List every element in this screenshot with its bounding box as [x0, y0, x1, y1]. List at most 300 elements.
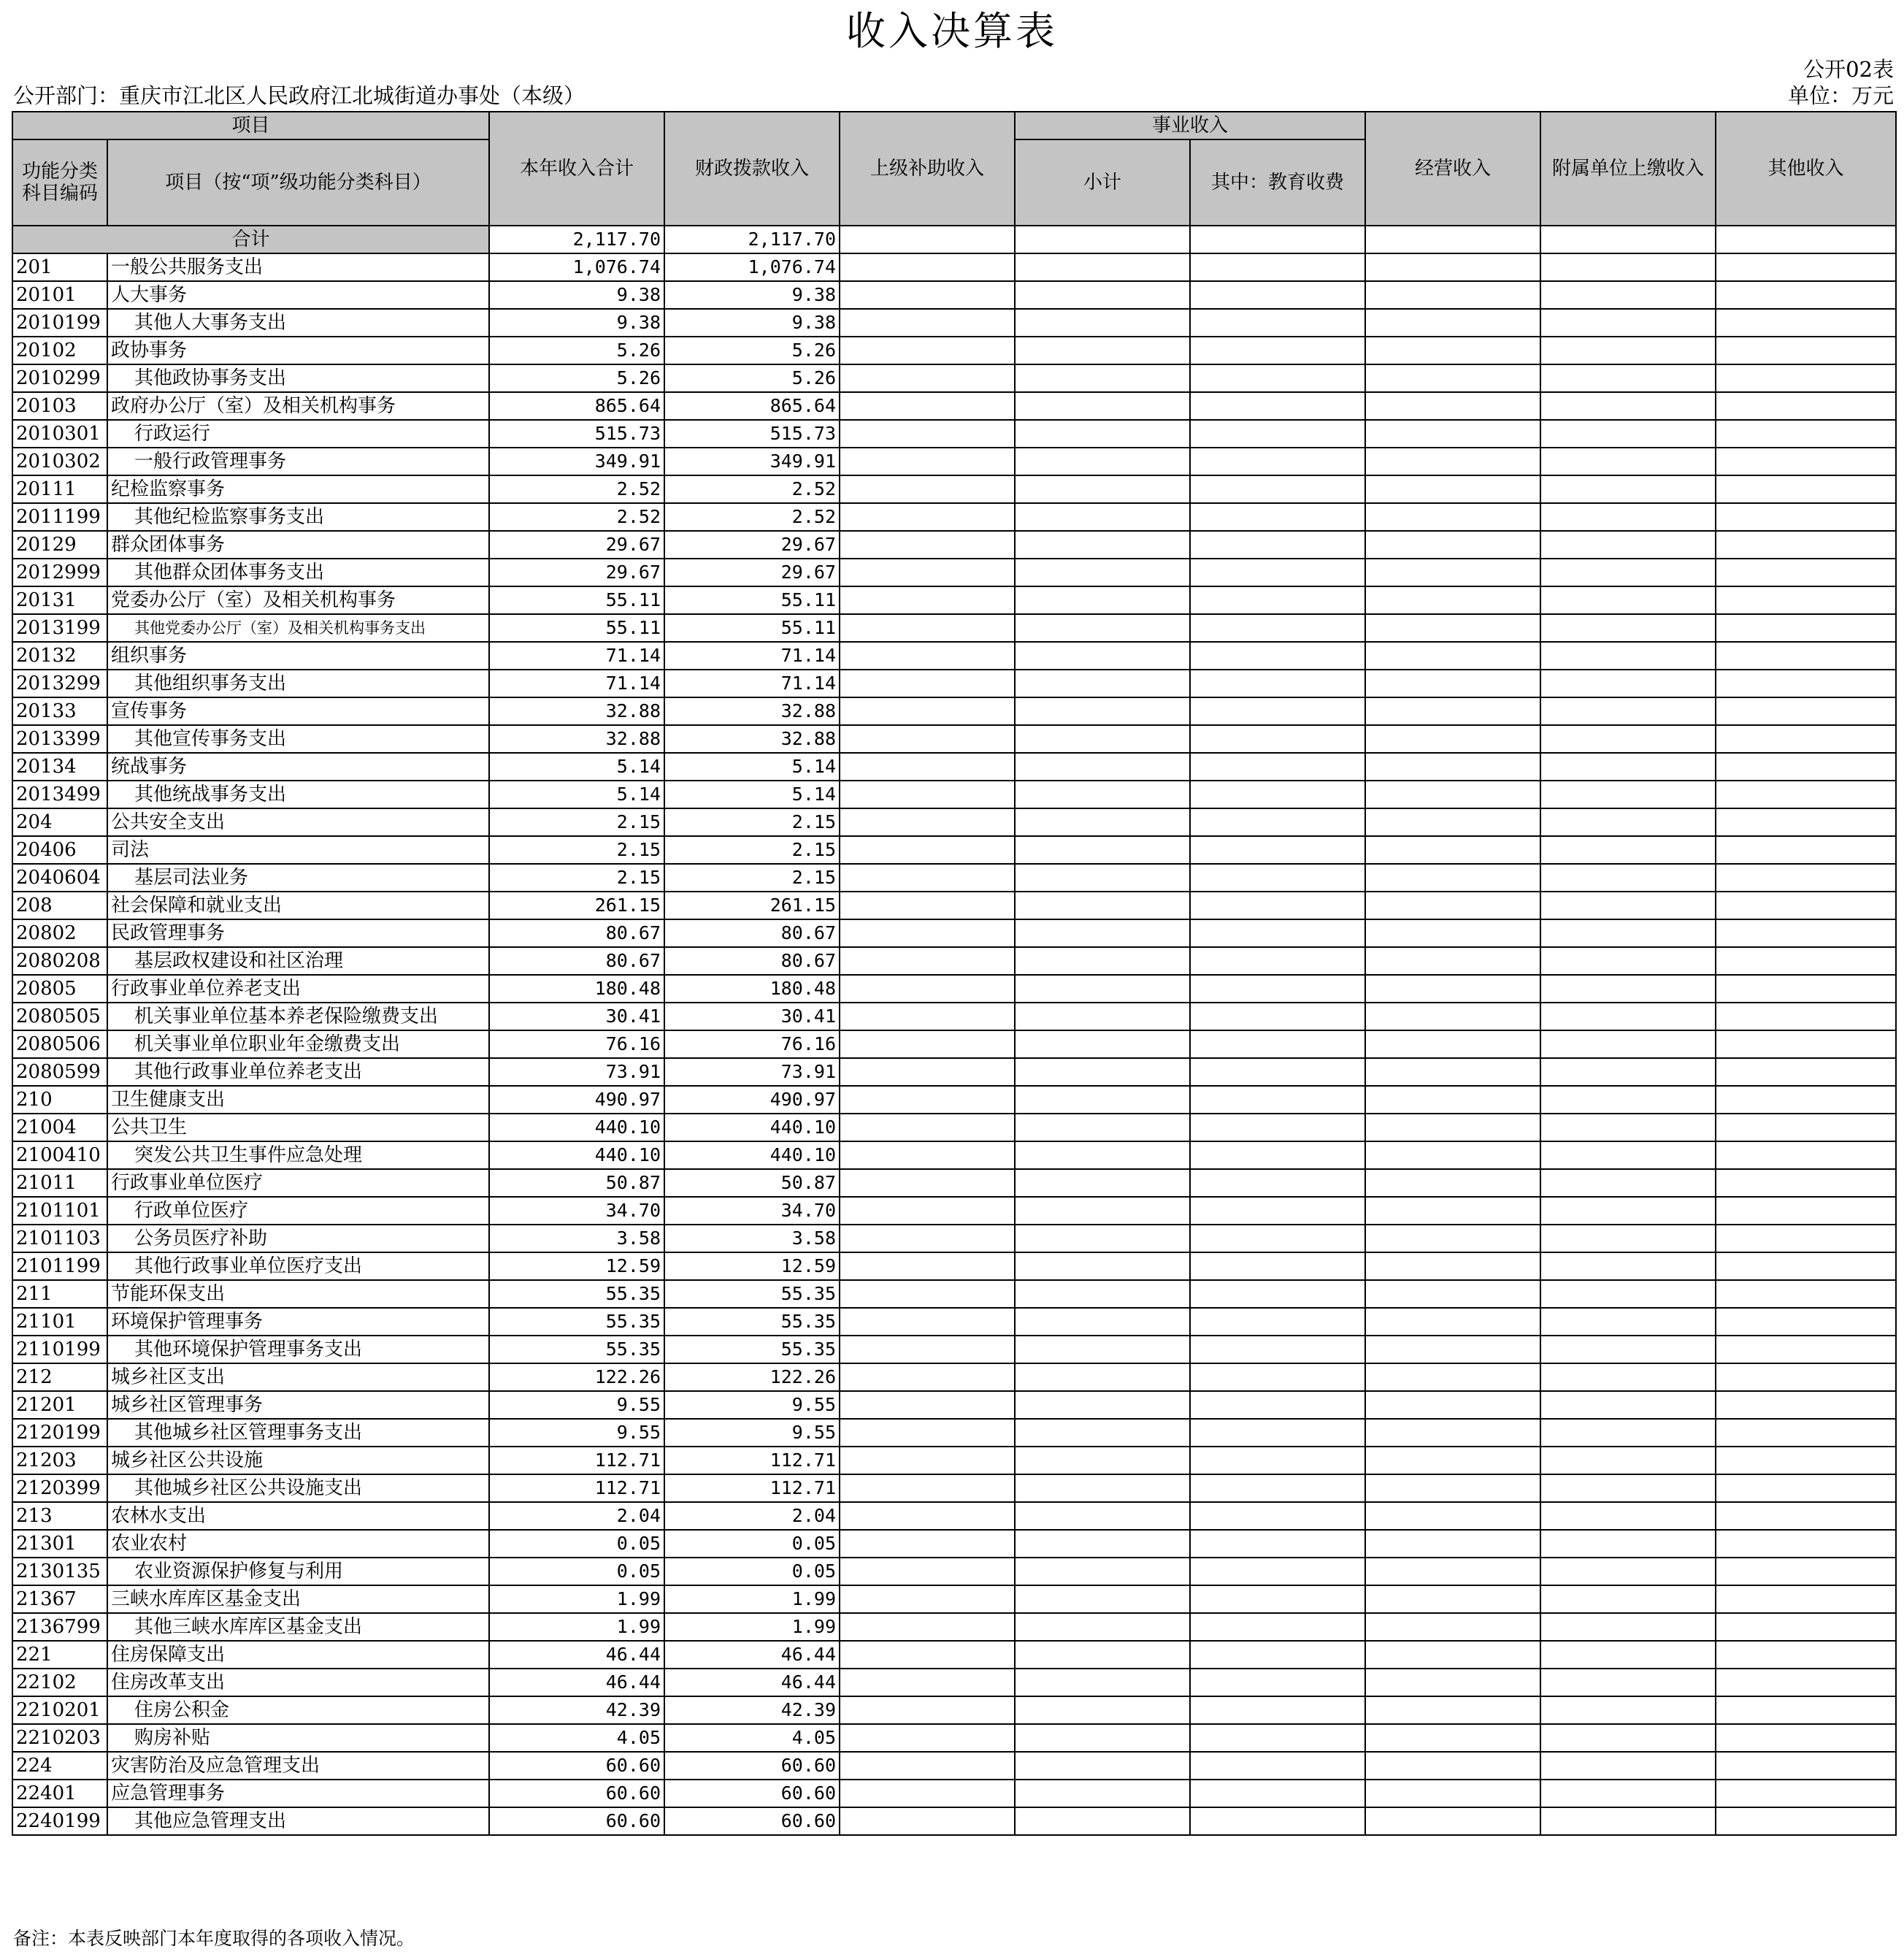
total-income-cell: 9.38	[489, 309, 664, 337]
empty-cell	[1540, 864, 1716, 892]
item-name-cell: 一般公共服务支出	[107, 253, 489, 281]
empty-cell	[1716, 586, 1896, 614]
table-row	[12, 1308, 1896, 1336]
item-name-cell: 三峡水库库区基金支出	[107, 1585, 489, 1613]
fiscal-income-cell: 0.05	[664, 1530, 840, 1558]
empty-cell	[1540, 309, 1716, 337]
total-income-cell: 12.59	[489, 1252, 664, 1280]
empty-cell	[1190, 448, 1365, 475]
empty-cell	[1015, 1280, 1190, 1308]
table-row	[12, 725, 1896, 753]
table-row	[12, 1696, 1896, 1724]
total-income-cell: 9.38	[489, 281, 664, 309]
total-income-cell: 2.52	[489, 503, 664, 531]
header-other-income: 其他收入	[1716, 112, 1896, 226]
fiscal-income-cell: 2.52	[664, 475, 840, 503]
empty-cell	[1015, 697, 1190, 725]
total-income-cell: 440.10	[489, 1114, 664, 1141]
empty-cell	[1190, 1058, 1365, 1086]
empty-cell	[1540, 1308, 1716, 1336]
empty-cell	[1190, 1336, 1365, 1363]
empty-cell	[1716, 503, 1896, 531]
empty-cell	[1540, 1336, 1716, 1363]
empty-cell	[840, 1419, 1015, 1447]
empty-cell	[1716, 919, 1896, 947]
empty-cell	[1365, 1530, 1540, 1558]
empty-cell	[1716, 1530, 1896, 1558]
empty-cell	[1015, 1308, 1190, 1336]
empty-cell	[1015, 614, 1190, 642]
empty-cell	[1365, 1003, 1540, 1030]
empty-cell	[1540, 670, 1716, 697]
empty-cell	[1365, 808, 1540, 836]
table-row	[12, 642, 1896, 670]
empty-cell	[1015, 919, 1190, 947]
table-row	[12, 531, 1896, 559]
empty-cell	[840, 531, 1015, 559]
empty-cell	[1716, 226, 1896, 253]
total-income-cell: 55.35	[489, 1336, 664, 1363]
empty-cell	[1365, 1141, 1540, 1169]
empty-cell	[1716, 1558, 1896, 1585]
table-row	[12, 1530, 1896, 1558]
code-cell: 2240199	[12, 1807, 107, 1835]
empty-cell	[1365, 281, 1540, 309]
empty-cell	[1190, 1114, 1365, 1141]
empty-cell	[1190, 1641, 1365, 1669]
table-row	[12, 1169, 1896, 1197]
empty-cell	[840, 1585, 1015, 1613]
table-row	[12, 697, 1896, 725]
empty-cell	[1365, 1169, 1540, 1197]
empty-cell	[1365, 1613, 1540, 1641]
empty-cell	[1540, 364, 1716, 392]
empty-cell	[840, 864, 1015, 892]
empty-cell	[1190, 1447, 1365, 1474]
empty-cell	[840, 1058, 1015, 1086]
total-income-cell: 261.15	[489, 892, 664, 919]
table-row	[12, 1114, 1896, 1141]
code-cell: 20103	[12, 392, 107, 420]
item-name-cell: 纪检监察事务	[107, 475, 489, 503]
fiscal-income-cell: 9.38	[664, 281, 840, 309]
item-name-cell: 节能环保支出	[107, 1280, 489, 1308]
empty-cell	[1716, 531, 1896, 559]
empty-cell	[1190, 1252, 1365, 1280]
empty-cell	[1365, 226, 1540, 253]
empty-cell	[1540, 586, 1716, 614]
total-income-cell: 349.91	[489, 448, 664, 475]
code-cell: 2013499	[12, 781, 107, 808]
empty-cell	[1716, 947, 1896, 975]
fiscal-income-cell: 60.60	[664, 1780, 840, 1807]
table-row	[12, 1447, 1896, 1474]
empty-cell	[1716, 1336, 1896, 1363]
empty-cell	[840, 1391, 1015, 1419]
total-income-cell: 32.88	[489, 697, 664, 725]
total-income-cell: 112.71	[489, 1447, 664, 1474]
empty-cell	[1365, 586, 1540, 614]
empty-cell	[1716, 670, 1896, 697]
empty-cell	[1190, 1225, 1365, 1252]
header-superior-subsidy: 上级补助收入	[840, 112, 1015, 226]
total-income-cell: 180.48	[489, 975, 664, 1003]
empty-cell	[840, 337, 1015, 364]
empty-cell	[1365, 1752, 1540, 1780]
empty-cell	[1015, 531, 1190, 559]
empty-cell	[1015, 1030, 1190, 1058]
total-income-cell: 46.44	[489, 1669, 664, 1696]
fiscal-income-cell: 4.05	[664, 1724, 840, 1752]
empty-cell	[1365, 975, 1540, 1003]
empty-cell	[1716, 1696, 1896, 1724]
empty-cell	[1716, 281, 1896, 309]
empty-cell	[840, 559, 1015, 586]
item-name-cell: 其他党委办公厅（室）及相关机构事务支出	[107, 614, 489, 642]
empty-cell	[1015, 1530, 1190, 1558]
code-cell: 2101101	[12, 1197, 107, 1225]
total-income-cell: 1.99	[489, 1585, 664, 1613]
fiscal-income-cell: 12.59	[664, 1252, 840, 1280]
fiscal-income-cell: 0.05	[664, 1558, 840, 1585]
empty-cell	[1716, 781, 1896, 808]
total-income-cell: 2.52	[489, 475, 664, 503]
empty-cell	[1540, 808, 1716, 836]
empty-cell	[840, 642, 1015, 670]
empty-cell	[1365, 1363, 1540, 1391]
item-name-cell: 突发公共卫生事件应急处理	[107, 1141, 489, 1169]
item-name-cell: 行政事业单位医疗	[107, 1169, 489, 1197]
empty-cell	[1015, 281, 1190, 309]
empty-cell	[1015, 725, 1190, 753]
empty-cell	[1365, 448, 1540, 475]
table-row	[12, 1086, 1896, 1114]
table-row	[12, 1613, 1896, 1641]
empty-cell	[1540, 1169, 1716, 1197]
code-cell: 2013199	[12, 614, 107, 642]
item-name-cell: 灾害防治及应急管理支出	[107, 1752, 489, 1780]
fiscal-income-cell: 55.11	[664, 614, 840, 642]
empty-cell	[840, 1752, 1015, 1780]
fiscal-income-cell: 1,076.74	[664, 253, 840, 281]
header-code: 功能分类科目编码	[12, 139, 107, 226]
empty-cell	[1716, 975, 1896, 1003]
item-name-cell: 其他纪检监察事务支出	[107, 503, 489, 531]
empty-cell	[1716, 642, 1896, 670]
empty-cell	[1015, 1613, 1190, 1641]
empty-cell	[1015, 753, 1190, 781]
empty-cell	[1015, 475, 1190, 503]
total-income-cell: 29.67	[489, 559, 664, 586]
empty-cell	[1365, 364, 1540, 392]
empty-cell	[1540, 614, 1716, 642]
empty-cell	[1015, 1641, 1190, 1669]
empty-cell	[840, 1086, 1015, 1114]
empty-cell	[1190, 1086, 1365, 1114]
empty-cell	[840, 392, 1015, 420]
empty-cell	[1015, 586, 1190, 614]
empty-cell	[840, 503, 1015, 531]
empty-cell	[1365, 309, 1540, 337]
empty-cell	[1540, 392, 1716, 420]
empty-cell	[1365, 253, 1540, 281]
fiscal-income-cell: 2.15	[664, 836, 840, 864]
empty-cell	[1190, 1502, 1365, 1530]
item-name-cell: 人大事务	[107, 281, 489, 309]
fiscal-income-cell: 440.10	[664, 1114, 840, 1141]
fiscal-income-cell: 55.35	[664, 1308, 840, 1336]
table-row	[12, 1724, 1896, 1752]
department-label: 公开部门：重庆市江北区人民政府江北城街道办事处（本级）	[13, 83, 586, 108]
empty-cell	[1716, 725, 1896, 753]
empty-cell	[1190, 1391, 1365, 1419]
empty-cell	[1540, 947, 1716, 975]
fiscal-income-cell: 490.97	[664, 1086, 840, 1114]
empty-cell	[1365, 1474, 1540, 1502]
empty-cell	[1015, 642, 1190, 670]
empty-cell	[1015, 947, 1190, 975]
table-row	[12, 1585, 1896, 1613]
table-row	[12, 808, 1896, 836]
empty-cell	[1190, 503, 1365, 531]
item-name-cell: 住房公积金	[107, 1696, 489, 1724]
empty-cell	[1365, 1308, 1540, 1336]
empty-cell	[840, 753, 1015, 781]
empty-cell	[840, 1807, 1015, 1835]
code-cell: 2010199	[12, 309, 107, 337]
empty-cell	[1716, 753, 1896, 781]
empty-cell	[1716, 337, 1896, 364]
empty-cell	[1540, 753, 1716, 781]
empty-cell	[1015, 309, 1190, 337]
table-row	[12, 475, 1896, 503]
empty-cell	[1365, 1696, 1540, 1724]
table-row	[12, 919, 1896, 947]
empty-cell	[840, 1474, 1015, 1502]
empty-cell	[1015, 1336, 1190, 1363]
empty-cell	[1015, 253, 1190, 281]
empty-cell	[1540, 531, 1716, 559]
empty-cell	[1190, 253, 1365, 281]
empty-cell	[1365, 1225, 1540, 1252]
item-name-cell: 行政运行	[107, 420, 489, 448]
fiscal-income-cell: 29.67	[664, 559, 840, 586]
empty-cell	[1716, 1447, 1896, 1474]
code-cell: 2040604	[12, 864, 107, 892]
empty-cell	[1716, 697, 1896, 725]
empty-cell	[1716, 1502, 1896, 1530]
empty-cell	[1190, 1724, 1365, 1752]
item-name-cell: 购房补贴	[107, 1724, 489, 1752]
code-cell: 208	[12, 892, 107, 919]
table-row	[12, 1280, 1896, 1308]
empty-cell	[1540, 1724, 1716, 1752]
empty-cell	[1540, 1502, 1716, 1530]
empty-cell	[1540, 1474, 1716, 1502]
empty-cell	[1716, 1641, 1896, 1669]
empty-cell	[1015, 1252, 1190, 1280]
table-row	[12, 975, 1896, 1003]
empty-cell	[1365, 503, 1540, 531]
fiscal-income-cell: 32.88	[664, 725, 840, 753]
fiscal-income-cell: 9.55	[664, 1391, 840, 1419]
empty-cell	[840, 725, 1015, 753]
page-title: 收入决算表	[846, 8, 1058, 54]
empty-cell	[1365, 1391, 1540, 1419]
empty-cell	[840, 836, 1015, 864]
total-income-cell: 71.14	[489, 642, 664, 670]
empty-cell	[1190, 1197, 1365, 1225]
table-row	[12, 586, 1896, 614]
total-income-cell: 865.64	[489, 392, 664, 420]
empty-cell	[1365, 1502, 1540, 1530]
empty-cell	[1365, 1030, 1540, 1058]
empty-cell	[1365, 670, 1540, 697]
empty-cell	[1716, 1197, 1896, 1225]
table-row	[12, 892, 1896, 919]
item-name-cell: 基层司法业务	[107, 864, 489, 892]
fiscal-income-cell: 73.91	[664, 1058, 840, 1086]
empty-cell	[1540, 1003, 1716, 1030]
total-income-cell: 5.26	[489, 364, 664, 392]
code-cell: 221	[12, 1641, 107, 1669]
total-income-cell: 0.05	[489, 1530, 664, 1558]
total-income-cell: 9.55	[489, 1391, 664, 1419]
code-cell: 20805	[12, 975, 107, 1003]
item-name-cell: 群众团体事务	[107, 531, 489, 559]
empty-cell	[1015, 864, 1190, 892]
empty-cell	[1716, 1030, 1896, 1058]
fiscal-income-cell: 42.39	[664, 1696, 840, 1724]
code-cell: 20129	[12, 531, 107, 559]
empty-cell	[1716, 1225, 1896, 1252]
code-cell: 2210203	[12, 1724, 107, 1752]
code-cell: 2080599	[12, 1058, 107, 1086]
empty-cell	[1015, 1141, 1190, 1169]
header-career-income: 事业收入	[1015, 112, 1365, 139]
empty-cell	[1540, 503, 1716, 531]
empty-cell	[1365, 337, 1540, 364]
item-name-cell: 公共卫生	[107, 1114, 489, 1141]
total-income-cell: 5.26	[489, 337, 664, 364]
total-income-cell: 30.41	[489, 1003, 664, 1030]
empty-cell	[1716, 1724, 1896, 1752]
item-name-cell: 行政事业单位养老支出	[107, 975, 489, 1003]
fiscal-income-cell: 261.15	[664, 892, 840, 919]
empty-cell	[1015, 1696, 1190, 1724]
empty-cell	[1716, 448, 1896, 475]
empty-cell	[1540, 337, 1716, 364]
empty-cell	[1015, 364, 1190, 392]
total-income-cell: 32.88	[489, 725, 664, 753]
item-name-cell: 公务员医疗补助	[107, 1225, 489, 1252]
empty-cell	[1540, 1447, 1716, 1474]
empty-cell	[1716, 1363, 1896, 1391]
item-name-cell: 政府办公厅（室）及相关机构事务	[107, 392, 489, 420]
item-name-cell: 党委办公厅（室）及相关机构事务	[107, 586, 489, 614]
empty-cell	[1015, 420, 1190, 448]
empty-cell	[1540, 420, 1716, 448]
item-name-cell: 城乡社区管理事务	[107, 1391, 489, 1419]
total-income-cell: 2.04	[489, 1502, 664, 1530]
code-cell: 20802	[12, 919, 107, 947]
total-income-cell: 42.39	[489, 1696, 664, 1724]
code-cell: 21201	[12, 1391, 107, 1419]
empty-cell	[1015, 503, 1190, 531]
empty-cell	[840, 1308, 1015, 1336]
fiscal-income-cell: 71.14	[664, 642, 840, 670]
code-cell: 22401	[12, 1780, 107, 1807]
table-row	[12, 1058, 1896, 1086]
empty-cell	[1716, 1058, 1896, 1086]
empty-cell	[840, 1141, 1015, 1169]
total-income-cell: 515.73	[489, 420, 664, 448]
empty-cell	[840, 1280, 1015, 1308]
code-cell: 2012999	[12, 559, 107, 586]
code-cell: 2013399	[12, 725, 107, 753]
fiscal-income-cell: 80.67	[664, 919, 840, 947]
header-item-name: 项目（按“项”级功能分类科目）	[107, 139, 489, 226]
empty-cell	[840, 892, 1015, 919]
empty-cell	[1015, 781, 1190, 808]
empty-cell	[1015, 1474, 1190, 1502]
item-name-cell: 应急管理事务	[107, 1780, 489, 1807]
empty-cell	[1190, 559, 1365, 586]
header-fiscal-income: 财政拨款收入	[664, 112, 840, 226]
table-row	[12, 947, 1896, 975]
fiscal-income-cell: 46.44	[664, 1641, 840, 1669]
empty-cell	[1190, 1141, 1365, 1169]
empty-cell	[840, 1780, 1015, 1807]
empty-cell	[1716, 253, 1896, 281]
empty-cell	[1716, 1280, 1896, 1308]
item-name-cell: 卫生健康支出	[107, 1086, 489, 1114]
empty-cell	[1190, 614, 1365, 642]
fiscal-income-cell: 1.99	[664, 1613, 840, 1641]
total-income-cell: 80.67	[489, 947, 664, 975]
empty-cell	[1716, 392, 1896, 420]
code-cell: 22102	[12, 1669, 107, 1696]
income-table	[12, 111, 1897, 1836]
empty-cell	[1365, 1058, 1540, 1086]
empty-cell	[1365, 420, 1540, 448]
empty-cell	[1190, 919, 1365, 947]
empty-cell	[1015, 670, 1190, 697]
empty-cell	[1716, 864, 1896, 892]
empty-cell	[1190, 1558, 1365, 1585]
empty-cell	[1190, 781, 1365, 808]
empty-cell	[1540, 697, 1716, 725]
empty-cell	[1365, 892, 1540, 919]
empty-cell	[1015, 1169, 1190, 1197]
empty-cell	[1540, 1141, 1716, 1169]
empty-cell	[1190, 1613, 1365, 1641]
code-cell: 21301	[12, 1530, 107, 1558]
empty-cell	[1540, 1752, 1716, 1780]
item-name-cell: 行政单位医疗	[107, 1197, 489, 1225]
empty-cell	[1540, 919, 1716, 947]
empty-cell	[1190, 1474, 1365, 1502]
empty-cell	[1190, 586, 1365, 614]
empty-cell	[1540, 1419, 1716, 1447]
total-income-cell: 60.60	[489, 1807, 664, 1835]
code-cell: 20406	[12, 836, 107, 864]
table-row	[12, 1669, 1896, 1696]
code-cell: 224	[12, 1752, 107, 1780]
empty-cell	[1015, 1086, 1190, 1114]
total-income-cell: 55.11	[489, 614, 664, 642]
item-name-cell: 基层政权建设和社区治理	[107, 947, 489, 975]
